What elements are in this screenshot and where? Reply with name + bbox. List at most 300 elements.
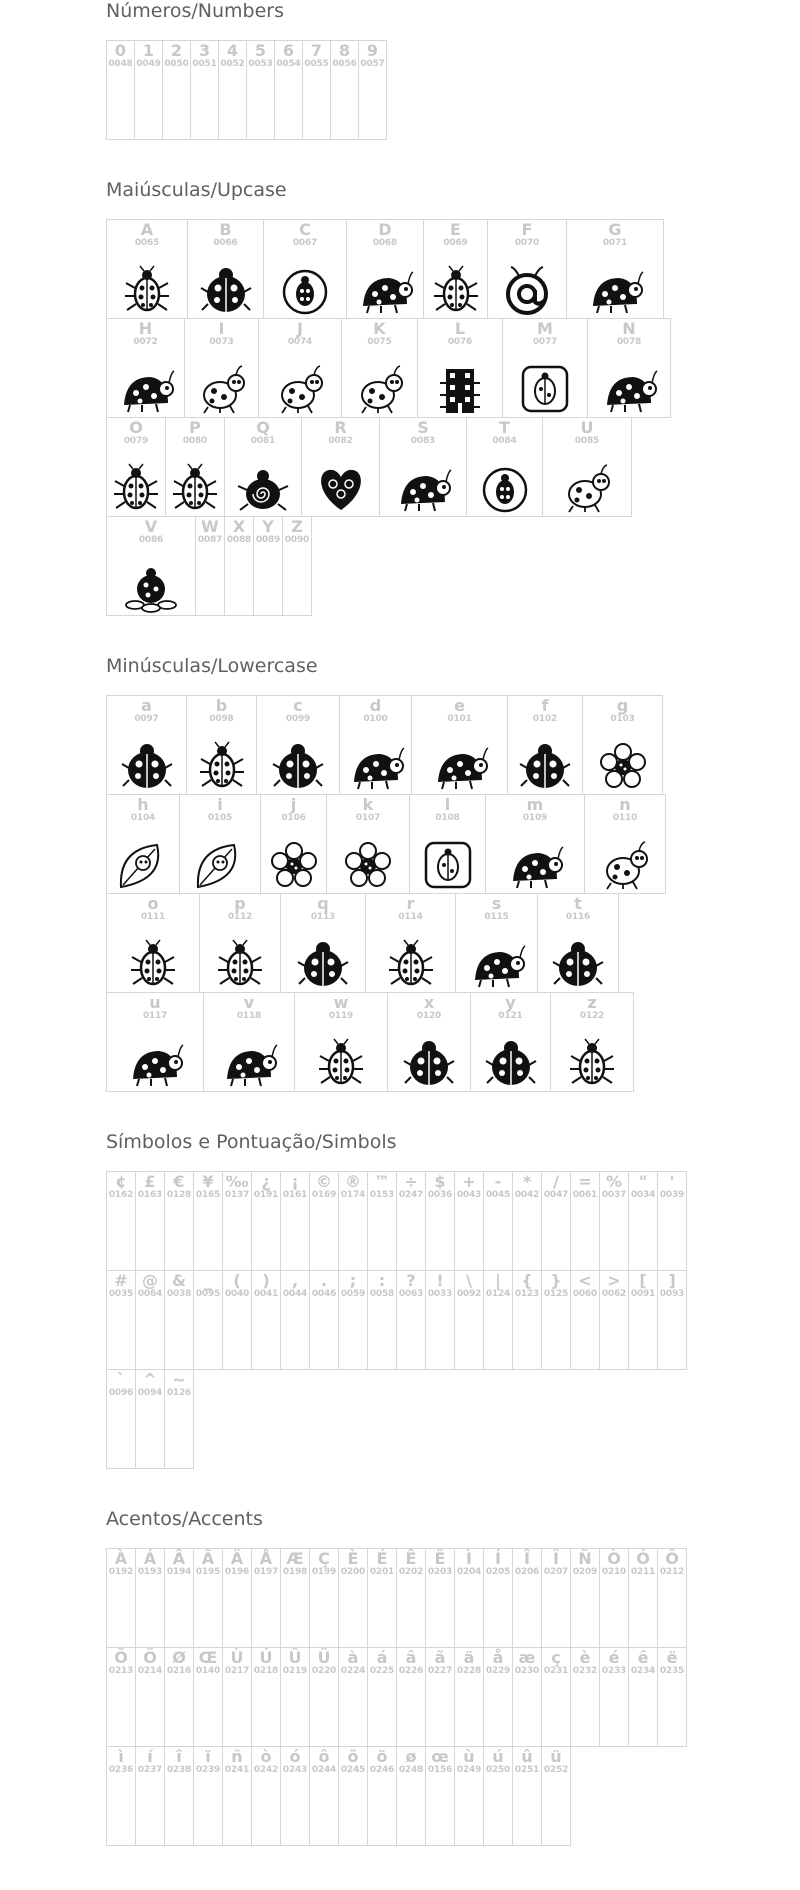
glyph-cell: [106, 1369, 136, 1469]
lowercase-row: [106, 992, 800, 1091]
glyph-code: 0229: [485, 1666, 511, 1676]
glyph-character: æ: [518, 1648, 536, 1667]
upcase-row: [106, 219, 800, 318]
accents-grid: [106, 1548, 800, 1845]
glyph-cell: [396, 1171, 426, 1271]
glyph-cell: [367, 1746, 397, 1846]
glyph-character: v: [243, 993, 255, 1012]
flower-icon: [593, 740, 653, 792]
glyph-code: 0034: [630, 1190, 656, 1200]
glyph-character: Ï: [553, 1549, 559, 1568]
glyph-character: ê: [637, 1648, 649, 1667]
glyph-character: õ: [347, 1747, 359, 1766]
glyph-code: 0047: [543, 1190, 569, 1200]
glyph-character: â: [405, 1648, 417, 1667]
glyph-code: 0220: [311, 1666, 337, 1676]
glyph-character: 8: [338, 41, 351, 60]
glyph-cell: [135, 1270, 165, 1370]
leafbug-icon: [190, 839, 250, 891]
glyph-character: 4: [226, 41, 239, 60]
glyph-code: 0035: [108, 1289, 134, 1299]
glyph-character: î: [176, 1747, 182, 1766]
glyph-cell: [106, 516, 196, 616]
cartoon-icon: [192, 363, 252, 415]
glyph-code: 0056: [332, 59, 357, 69]
glyph-cell: [184, 318, 259, 418]
glyph-code: 0079: [123, 436, 149, 446]
glyph-cell: [134, 40, 163, 140]
glyph-character: ®: [345, 1172, 361, 1191]
glyph-cell: [396, 1548, 426, 1648]
glyph-cell: [466, 417, 543, 517]
glyph-cell: [584, 794, 666, 894]
glyph-cell: [570, 1171, 600, 1271]
glyph-character: ï: [205, 1747, 211, 1766]
glyph-cell: [541, 1270, 571, 1370]
glyph-cell: [582, 695, 663, 795]
glyph-code: 0224: [340, 1666, 366, 1676]
glyph-code: 0045: [485, 1190, 511, 1200]
glyph-cell: [628, 1171, 658, 1271]
glyph-character: w: [333, 993, 349, 1012]
glyph-code: 0211: [630, 1567, 656, 1577]
glyph-character: y: [505, 993, 516, 1012]
glyph-character: Ô: [665, 1549, 679, 1568]
glyph-code: 0062: [601, 1289, 627, 1299]
glyph-cell: [164, 1171, 194, 1271]
glyph-cell: [358, 40, 387, 140]
glyph-code: 0234: [630, 1666, 656, 1676]
glyph-code: 0104: [130, 813, 156, 823]
glyph-code: 0082: [328, 436, 353, 446]
glyph-code: 0196: [224, 1567, 250, 1577]
glyph-code: 0128: [166, 1190, 192, 1200]
cartoon-icon: [350, 363, 410, 415]
glyph-character: Ç: [318, 1549, 330, 1568]
glyph-character: Á: [143, 1549, 157, 1568]
glyph-cell: [106, 40, 135, 140]
glyph-character: r: [406, 894, 415, 913]
glyph-cell: [367, 1548, 397, 1648]
glyph-code: 0243: [282, 1765, 308, 1775]
glyph-character: Z: [291, 517, 303, 536]
glyph-code: 0080: [182, 436, 208, 446]
glyph-character: Î: [524, 1549, 530, 1568]
glyph-character: ÷: [404, 1172, 418, 1191]
glyph-character: %: [605, 1172, 623, 1191]
glyph-code: 0118: [236, 1011, 262, 1021]
glyph-code: 0200: [340, 1567, 366, 1577]
glyph-character: X: [232, 517, 246, 536]
glyph-cell: [330, 40, 359, 140]
glyph-code: 0055: [304, 59, 329, 69]
glyph-code: 0076: [447, 337, 473, 347]
glyph-cell: [135, 1746, 165, 1846]
glyph-code: 0099: [285, 714, 311, 724]
glyph-code: 0161: [282, 1190, 308, 1200]
ladybug-icon: [399, 1037, 459, 1089]
glyph-character: F: [521, 220, 533, 239]
upcase-grid: [106, 219, 800, 615]
glyph-character: C: [299, 220, 311, 239]
glyph-code: 0108: [435, 813, 460, 823]
ladybug-side-icon: [125, 1037, 185, 1089]
glyph-cell: [301, 417, 380, 517]
glyph-cell: [106, 1548, 136, 1648]
glyph-cell: [164, 1369, 194, 1469]
glyph-code: 0065: [134, 238, 160, 248]
glyph-code: 0089: [255, 535, 281, 545]
glyph-character: ,: [291, 1271, 299, 1290]
glyph-code: 0124: [485, 1289, 511, 1299]
glyph-code: 0199: [311, 1567, 337, 1577]
glyph-cell: [570, 1270, 600, 1370]
glyph-cell: [657, 1171, 687, 1271]
glyph-cell: [367, 1270, 397, 1370]
upcase-row: [106, 417, 800, 516]
glyph-code: 0201: [369, 1567, 395, 1577]
glyph-code: 0112: [227, 912, 253, 922]
glyph-code: 0210: [601, 1567, 627, 1577]
glyph-cell: [483, 1171, 513, 1271]
glyph-cell: [454, 1647, 484, 1747]
glyph-code: 0059: [340, 1289, 366, 1299]
glyph-character: È: [347, 1549, 359, 1568]
glyph-character: R: [334, 418, 347, 437]
glyph-code: 0095: [195, 1289, 221, 1299]
glyph-code: 0203: [427, 1567, 453, 1577]
glyph-cell: [309, 1270, 339, 1370]
glyph-cell: [657, 1548, 687, 1648]
glyph-code: 0245: [340, 1765, 366, 1775]
glyph-character: \: [466, 1271, 472, 1290]
glyph-character: I: [218, 319, 225, 338]
ladybug-side-icon: [116, 363, 176, 415]
flower-icon: [338, 839, 398, 891]
symbols-row: [106, 1171, 800, 1270]
glyph-character: }: [550, 1271, 562, 1290]
glyph-code: 0102: [532, 714, 558, 724]
glyph-cell: [365, 893, 456, 993]
section-title-lowercase: Minúsculas/Lowercase: [106, 655, 318, 677]
glyph-cell: [106, 1270, 136, 1370]
glyph-character: V: [144, 517, 158, 536]
glyph-code: 0113: [310, 912, 336, 922]
glyph-character: h: [137, 795, 149, 814]
glyph-code: 0093: [659, 1289, 685, 1299]
glyph-character: /: [553, 1172, 559, 1191]
glyph-cell: [657, 1647, 687, 1747]
glyph-cell: [550, 992, 634, 1092]
building-icon: [430, 363, 490, 415]
ladybug-side-icon: [219, 1037, 279, 1089]
glyph-character: Û: [288, 1648, 302, 1667]
beetle-icon: [165, 462, 225, 514]
glyph-cell: [135, 1369, 165, 1469]
glyph-character: <: [578, 1271, 592, 1290]
glyph-cell: [203, 992, 295, 1092]
glyph-cell: [164, 1647, 194, 1747]
glyph-code: 0212: [659, 1567, 685, 1577]
glyph-code: 0204: [456, 1567, 482, 1577]
glyph-cell: [222, 1647, 252, 1747]
glyph-character: *: [522, 1172, 532, 1191]
glyph-character: k: [362, 795, 374, 814]
glyph-character: U: [580, 418, 594, 437]
glyph-code: 0121: [498, 1011, 523, 1021]
glyph-cell: [222, 1270, 252, 1370]
glyph-character: Ù: [230, 1648, 244, 1667]
glyph-code: 0081: [250, 436, 276, 446]
glyph-cell: [338, 1171, 368, 1271]
glyph-code: 0054: [276, 59, 301, 69]
section-title-numbers: Números/Numbers: [106, 0, 284, 22]
glyph-character: o: [147, 894, 159, 913]
glyph-cell: [190, 40, 219, 140]
glyph-cell: [135, 1171, 165, 1271]
glyph-character: e: [454, 696, 465, 715]
glyph-cell: [193, 1171, 223, 1271]
glyph-character: Ö: [143, 1648, 157, 1667]
glyph-code: 0100: [363, 714, 388, 724]
ladybug-icon: [268, 740, 328, 792]
glyph-character: è: [579, 1648, 591, 1667]
beetle-icon: [311, 1037, 371, 1089]
glyph-character: .: [320, 1271, 328, 1290]
glyph-character: ¥: [202, 1172, 214, 1191]
glyph-character: t: [574, 894, 582, 913]
glyph-cell: [512, 1270, 542, 1370]
glyph-character: A: [140, 220, 154, 239]
glyph-cell: [222, 1548, 252, 1648]
glyph-code: 0109: [522, 813, 548, 823]
ladybug-icon: [481, 1037, 541, 1089]
boxbug-icon: [515, 363, 575, 415]
glyph-character: !: [436, 1271, 444, 1290]
glyph-code: 0191: [253, 1190, 279, 1200]
glyph-cell: [302, 40, 331, 140]
ladybug-side-icon: [599, 363, 659, 415]
glyph-code: 0050: [164, 59, 189, 69]
glyph-character: G: [608, 220, 622, 239]
glyph-code: 0123: [514, 1289, 540, 1299]
glyph-cell: [483, 1647, 513, 1747]
glyph-code: 0077: [532, 337, 558, 347]
glyph-cell: [193, 1746, 223, 1846]
flowerbug-icon: [121, 561, 181, 613]
glyph-character: O: [129, 418, 143, 437]
glyph-cell: [425, 1270, 455, 1370]
glyph-character: p: [234, 894, 246, 913]
ladybug-icon: [293, 938, 353, 990]
glyph-code: 0044: [282, 1289, 308, 1299]
beetle-icon: [192, 740, 252, 792]
leafbug-icon: [113, 839, 173, 891]
glyph-code: 0241: [224, 1765, 250, 1775]
glyph-code: 0088: [226, 535, 252, 545]
glyph-cell: [246, 40, 275, 140]
glyph-character: ó: [289, 1747, 301, 1766]
glyph-character: a: [141, 696, 152, 715]
glyph-code: 0137: [224, 1190, 250, 1200]
glyph-character: x: [423, 993, 435, 1012]
glyph-cell: [454, 1746, 484, 1846]
glyph-character: Q: [256, 418, 270, 437]
glyph-character: &: [172, 1271, 186, 1290]
glyph-code: 0038: [166, 1289, 192, 1299]
glyph-character: ': [669, 1172, 675, 1191]
glyph-code: 0213: [108, 1666, 134, 1676]
glyph-cell: [387, 992, 471, 1092]
glyph-cell: [165, 417, 225, 517]
glyph-code: 0092: [456, 1289, 482, 1299]
glyph-code: 0225: [369, 1666, 395, 1676]
glyph-code: 0126: [166, 1388, 192, 1398]
glyph-character: s: [491, 894, 502, 913]
glyph-code: 0039: [659, 1190, 685, 1200]
glyph-cell: [135, 1647, 165, 1747]
glyph-cell: [164, 1548, 194, 1648]
glyph-code: 0218: [253, 1666, 279, 1676]
symbols-row: [106, 1369, 800, 1468]
ladybug-side-icon: [346, 740, 406, 792]
glyph-code: 0087: [197, 535, 223, 545]
glyph-character: d: [369, 696, 382, 715]
glyph-cell: [164, 1746, 194, 1846]
ladybug-side-icon: [585, 264, 645, 316]
glyph-code: 0046: [311, 1289, 337, 1299]
glyph-code: 0169: [311, 1190, 337, 1200]
glyph-character: u: [149, 993, 161, 1012]
glyph-character: í: [147, 1747, 153, 1766]
glyph-character: €: [173, 1172, 185, 1191]
glyph-cell: [106, 695, 187, 795]
glyph-character: ]: [668, 1271, 676, 1290]
glyph-character: ™: [374, 1172, 390, 1191]
glyph-character: Å: [259, 1549, 273, 1568]
glyph-character: :: [378, 1271, 386, 1290]
glyph-code: 0094: [137, 1388, 163, 1398]
glyph-code: 0074: [287, 337, 313, 347]
glyph-character: j: [290, 795, 297, 814]
glyph-cell: [256, 695, 340, 795]
glyph-character: ç: [551, 1648, 561, 1667]
glyph-cell: [541, 1171, 571, 1271]
glyph-cell: [417, 318, 503, 418]
glyph-code: 0110: [612, 813, 638, 823]
glyph-character: 7: [310, 41, 323, 60]
ladybug-icon: [117, 740, 177, 792]
glyph-character: ‰: [225, 1172, 249, 1191]
glyph-character: S: [417, 418, 429, 437]
symbols-grid: [106, 1171, 800, 1468]
glyph-cell: [280, 1647, 310, 1747]
glyph-code: 0061: [572, 1190, 598, 1200]
glyph-cell: [106, 1171, 136, 1271]
glyph-cell: [628, 1548, 658, 1648]
glyph-code: 0060: [572, 1289, 598, 1299]
glyph-cell: [280, 1746, 310, 1846]
glyph-cell: [657, 1270, 687, 1370]
glyph-character: W: [201, 517, 219, 536]
glyph-cell: [274, 40, 303, 140]
ring-icon: [275, 264, 335, 316]
glyph-code: 0057: [360, 59, 385, 69]
glyph-character: #: [114, 1271, 128, 1290]
glyph-code: 0140: [195, 1666, 221, 1676]
cartoon-icon: [595, 839, 655, 891]
beetle-icon: [562, 1037, 622, 1089]
glyph-cell: [251, 1647, 281, 1747]
glyph-character: {: [521, 1271, 533, 1290]
glyph-cell: [367, 1647, 397, 1747]
glyph-cell: [485, 794, 585, 894]
glyph-cell: [251, 1171, 281, 1271]
glyph-character: á: [376, 1648, 388, 1667]
glyph-code: 0174: [340, 1190, 366, 1200]
glyph-cell: [195, 516, 225, 616]
beetle-icon: [117, 264, 177, 316]
glyph-character: [: [639, 1271, 647, 1290]
glyph-cell: [425, 1171, 455, 1271]
glyph-character: =: [578, 1172, 592, 1191]
glyph-code: 0063: [398, 1289, 424, 1299]
glyph-character: ä: [463, 1648, 475, 1667]
glyph-code: 0069: [443, 238, 468, 248]
glyph-code: 0033: [427, 1289, 453, 1299]
glyph-cell: [341, 318, 418, 418]
cartoon-icon: [270, 363, 330, 415]
glyph-character: T: [499, 418, 510, 437]
glyph-cell: [224, 417, 302, 517]
glyph-code: 0086: [138, 535, 164, 545]
glyph-cell: [454, 1270, 484, 1370]
glyph-character: å: [492, 1648, 504, 1667]
glyph-code: 0105: [207, 813, 233, 823]
glyph-cell: [512, 1171, 542, 1271]
glyph-code: 0252: [543, 1765, 569, 1775]
glyph-cell: [280, 893, 366, 993]
glyph-character: ã: [434, 1648, 446, 1667]
glyph-code: 0202: [398, 1567, 424, 1577]
glyph-code: 0048: [108, 59, 133, 69]
glyph-cell: [338, 1746, 368, 1846]
symbols-row: [106, 1270, 800, 1369]
glyph-cell: [512, 1548, 542, 1648]
glyph-cell: [570, 1647, 600, 1747]
glyph-cell: [106, 417, 166, 517]
glyph-code: 0071: [602, 238, 628, 248]
ladybug-icon: [196, 264, 256, 316]
glyph-code: 0114: [398, 912, 423, 922]
section-title-accents: Acentos/Accents: [106, 1508, 263, 1530]
glyph-code: 0163: [137, 1190, 163, 1200]
glyph-cell: [193, 1548, 223, 1648]
glyph-character: ø: [405, 1747, 417, 1766]
glyph-cell: [251, 1746, 281, 1846]
glyph-character: m: [526, 795, 544, 814]
lowercase-row: [106, 794, 800, 893]
glyph-character: ": [638, 1172, 648, 1191]
glyph-character: H: [138, 319, 153, 338]
glyph-cell: [396, 1647, 426, 1747]
glyph-character: E: [450, 220, 461, 239]
glyph-character: ë: [666, 1648, 678, 1667]
glyph-character: ú: [492, 1747, 504, 1766]
ladybug-icon: [548, 938, 608, 990]
glyph-cell: [587, 318, 671, 418]
glyph-code: 0066: [213, 238, 238, 248]
